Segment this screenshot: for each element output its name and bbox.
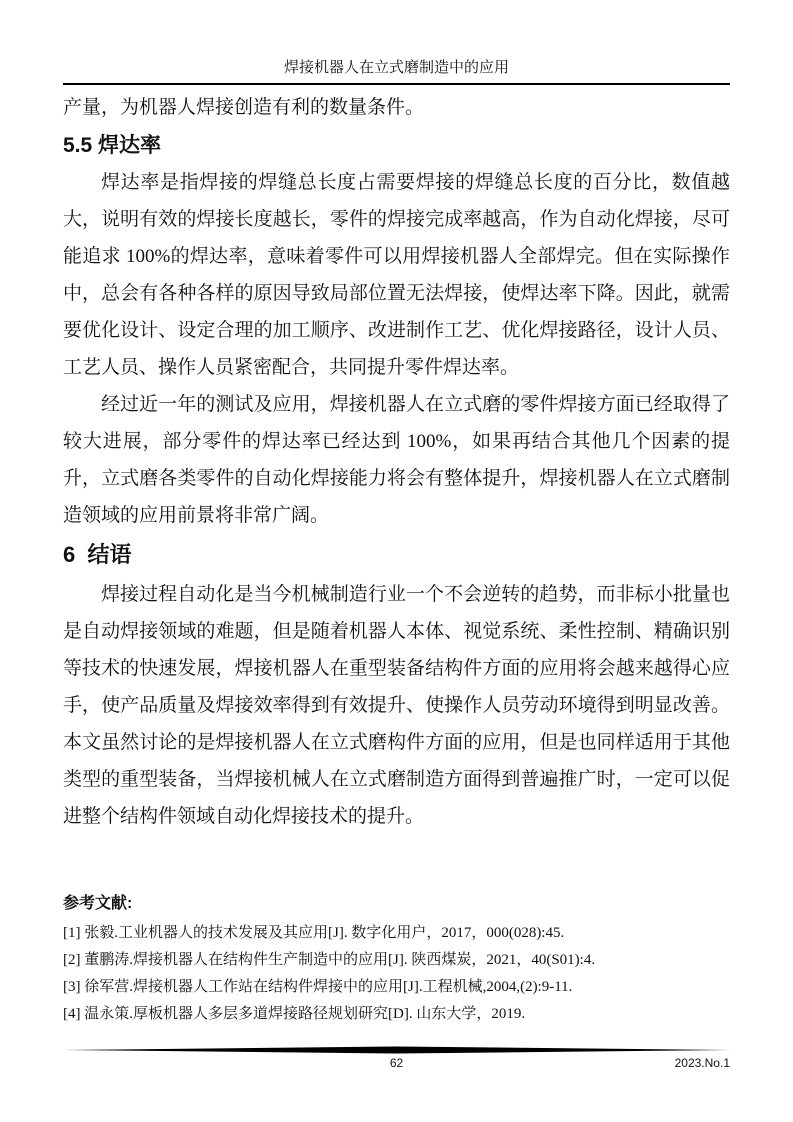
page-number: 62 [389, 1056, 404, 1070]
running-header [63, 58, 730, 85]
footer-rule [63, 1046, 730, 1054]
references-heading: 参考文献: [63, 895, 133, 912]
reference-item-1: [1] 张毅.工业机器人的技术发展及其应用[J]. 数字化用户，2017，000(028):45. [63, 925, 565, 941]
reference-item-4: [4] 温永策.厚板机器人多层多道焊接路径规划研究[D]. 山东大学，2019. [63, 1006, 526, 1022]
section-5-5-paragraph-1: 焊达率是指焊接的焊缝总长度占需要焊接的焊缝总长度的百分比，数值越大，说明有效的焊接长度越长，零件的焊接完成率越高，作为自动化焊接，尽可能追求 100%的焊达率，意味着零件可以用焊接机器人全部焊完。但在实际操作中，总会有各种各样的原因导致局部位置无法焊接，使焊达率下降。因此，就需要优化设计、设定合理的加工顺序、改进制作工艺、优化焊接路径，设计人员、工艺人员、操作人员紧密配合，共同提升零件焊达率。 [63, 172, 730, 378]
section-5-5-heading: 5.5 焊达率 [63, 134, 162, 157]
section-6-heading: 6 结语 [63, 542, 132, 567]
issue-number: 2023.No.1 [674, 1056, 730, 1070]
footer-row [63, 1054, 730, 1072]
running-title: 焊接机器人在立式磨制造中的应用 [283, 60, 509, 76]
document-body [63, 89, 730, 835]
reference-item-2: [2] 董鹏涛.焊接机器人在结构件生产制造中的应用[J]. 陕西煤炭，2021，40(S01):4. [63, 952, 596, 968]
section-5-5-paragraph-2: 经过近一年的测试及应用，焊接机器人在立式磨的零件焊接方面已经取得了较大进展，部分零件的焊达率已经达到 100%，如果再结合其他几个因素的提升，立式磨各类零件的自动化焊接能力将会有整体提升，焊接机器人在立式磨制造领域的应用前景将非常广阔。 [63, 394, 730, 526]
continued-paragraph: 产量，为机器人焊接创造有利的数量条件。 [63, 97, 425, 118]
references-section [63, 891, 730, 1028]
reference-item-3: [3] 徐军营.焊接机器人工作站在结构件焊接中的应用[J].工程机械,2004,(2):9-11. [63, 979, 573, 995]
section-6-paragraph-1: 焊接过程自动化是当今机械制造行业一个不会逆转的趋势，而非标小批量也是自动焊接领域的难题，但是随着机器人本体、视觉系统、柔性控制、精确识别等技术的快速发展，焊接机器人在重型装备结构件方面的应用将会越来越得心应手，使产品质量及焊接效率得到有效提升、使操作人员劳动环境得到明显改善。本文虽然讨论的是焊接机器人在立式磨构件方面的应用，但是也同样适用于其他类型的重型装备，当焊接机械人在立式磨制造方面得到普遍推广时，一定可以促进整个结构件领域自动化焊接技术的提升。 [63, 584, 730, 827]
page-footer [63, 1046, 730, 1072]
